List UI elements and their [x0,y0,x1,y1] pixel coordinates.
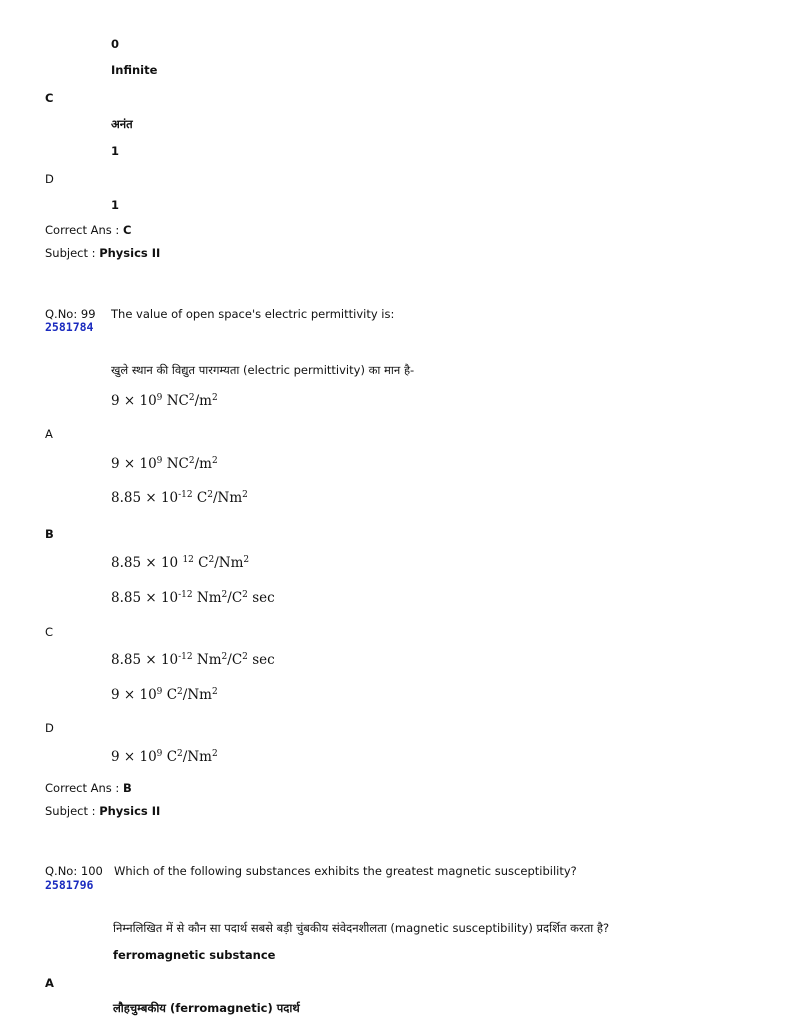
q98-correct-answer [45,223,131,237]
q100-option-a-hi: लौहचुम्बकीय (ferromagnetic) पदार्थ [113,1001,300,1015]
subject-value: Physics II [99,804,161,818]
subject-label: Subject : [45,804,100,818]
q99-option-label-d: D [45,721,54,735]
subject-label: Subject : [45,246,100,260]
q99-id: 2581784 [45,320,94,334]
q99-question-en: The value of open space's electric permittivity is: [111,307,395,321]
q99-number: Q.No: 99 [45,307,96,321]
q98-option-label-d: D [45,172,54,186]
q99-option-label-b: B [45,527,54,541]
subject-value: Physics II [99,246,161,260]
q100-question-en: Which of the following substances exhibits the greatest magnetic susceptibility? [114,864,577,878]
q99-option-c-en: $8.85 \times 10^{-12}$ $Nm^2/C^2$ sec [111,590,275,606]
q99-question-hi: खुले स्थान की विद्युत पारगम्यता (electric permittivity) का मान है- [111,363,415,377]
q99-subject [45,804,160,818]
q99-option-a-en: $9 \times 10^9$ $NC^2/m^2$ [111,393,218,409]
q98-option-b-en: 0 [111,37,120,51]
q98-option-c-en: अनंत [111,117,133,131]
q100-option-label-a: A [45,976,54,990]
q100-question-hi: निम्नलिखित में से कौन सा पदार्थ सबसे बड़ी चुंबकीय संवेदनशीलता (magnetic susceptibility) प्रदर्शित करता है? [113,921,610,935]
q99-option-label-c: C [45,625,54,639]
correct-answer-label: Correct Ans : [45,223,123,237]
q99-option-label-a: A [45,427,53,441]
q99-option-b-en: $8.85 \times 10^{-12}$ $C^2/Nm^2$ [111,490,248,506]
q99-correct-answer [45,781,132,795]
correct-answer-value: B [122,781,132,795]
q98-option-d: 1 [111,198,120,212]
q98-option-c-hi: 1 [111,144,120,158]
q99-option-a-hi: $9 \times 10^9$ $NC^2/m^2$ [111,456,218,472]
q100-id: 2581796 [45,878,94,892]
q98-subject [45,246,160,260]
q99-option-d-hi: $9 \times 10^9$ $C^2/Nm^2$ [111,749,218,765]
correct-answer-label: Correct Ans : [45,781,123,795]
q99-option-b-hi: 8.85 × 10 $^{12}$ $C^2/Nm^2$ [111,555,250,571]
q99-option-c-hi: $8.85 \times 10^{-12}$ $Nm^2/C^2$ sec [111,652,275,668]
q99-option-d-en: $9 \times 10^9$ $C^2/Nm^2$ [111,687,218,703]
q100-number: Q.No: 100 [45,864,103,878]
correct-answer-value: C [122,223,132,237]
q98-option-b-hi: Infinite [111,63,158,77]
q98-option-label-c: C [45,91,54,105]
q100-option-a-en: ferromagnetic substance [113,948,276,962]
